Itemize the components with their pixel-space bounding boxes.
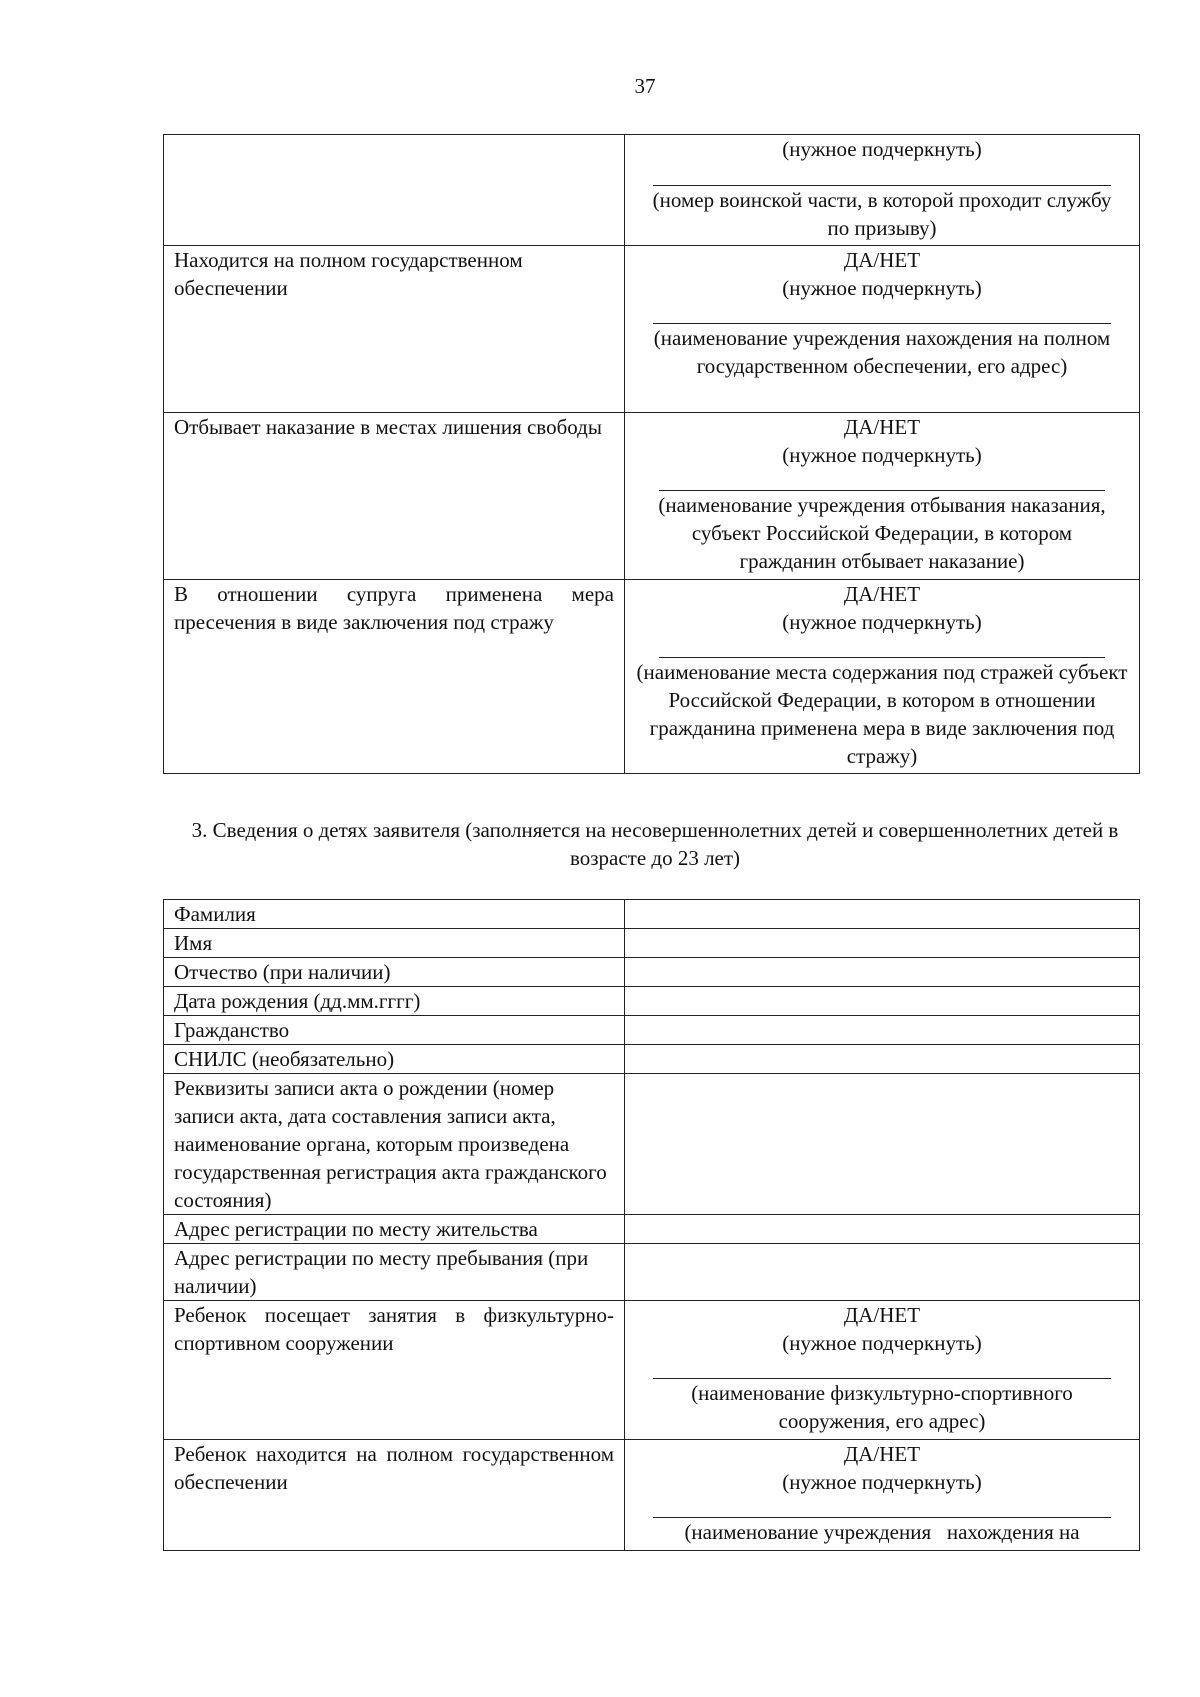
underline-hint: (нужное подчеркнуть) xyxy=(782,137,982,161)
imprisonment-cell xyxy=(625,413,1140,580)
table-row xyxy=(164,1440,1140,1551)
patronymic-value-cell[interactable] xyxy=(625,958,1140,987)
table-row xyxy=(164,987,1140,1016)
name-value-cell[interactable] xyxy=(625,929,1140,958)
surname-value-cell[interactable] xyxy=(625,900,1140,929)
birth-record-value-cell[interactable] xyxy=(625,1074,1140,1215)
military-unit-caption: (номер воинской части, в которой проходит службу по призыву) xyxy=(652,188,1112,240)
row-label-text: В отношении супруга применена мера пресечения в виде заключения под стражу xyxy=(174,582,614,634)
field-label: Имя xyxy=(164,929,625,958)
field-label: Реквизиты записи акта о рождении (номер записи акта, дата составления записи акта, наименование органа, которым произведена государственная регистрация акта гражданского состояния) xyxy=(164,1074,625,1215)
table-row xyxy=(164,135,1140,246)
birth-date-value-cell[interactable] xyxy=(625,987,1140,1016)
custody-place-caption: (наименование места содержания под стражей субъект Российской Федерации, в котором в отношении гражданина применена мера в виде заключения под стражу) xyxy=(636,660,1128,768)
table-row xyxy=(164,900,1140,929)
sports-cell xyxy=(625,1301,1140,1440)
institution-caption: (наименование учреждения нахождения на xyxy=(684,1520,1080,1544)
page-number: 37 xyxy=(634,74,656,98)
table-row xyxy=(164,958,1140,987)
underline-hint: (нужное подчеркнуть) xyxy=(782,1470,982,1494)
table-row xyxy=(164,1045,1140,1074)
table-row xyxy=(164,1016,1140,1045)
stay-address-value-cell[interactable] xyxy=(625,1244,1140,1301)
snils-value-cell[interactable] xyxy=(625,1045,1140,1074)
row-label-text: Находится на полном государственном обеспечении xyxy=(174,248,523,300)
table-row xyxy=(164,1301,1140,1440)
children-info-table xyxy=(163,899,1140,1551)
yes-no-option[interactable]: ДА/НЕТ xyxy=(843,248,921,272)
military-service-cell xyxy=(625,135,1140,246)
table-row xyxy=(164,413,1140,580)
row-label-text: Ребенок находится на полном государственном обеспечении xyxy=(174,1442,614,1494)
sports-facility-caption: (наименование физкультурно-спортивного сооружения, его адрес) xyxy=(691,1381,1073,1433)
table-row xyxy=(164,1074,1140,1215)
residence-address-value-cell[interactable] xyxy=(625,1215,1140,1244)
yes-no-option[interactable]: ДА/НЕТ xyxy=(843,415,921,439)
sports-label xyxy=(164,1301,625,1440)
custody-cell xyxy=(625,580,1140,774)
table-row xyxy=(164,580,1140,774)
penitentiary-caption: (наименование учреждения отбывания наказания, субъект Российской Федерации, в котором гражданин отбывает наказание) xyxy=(658,493,1106,573)
field-label: Отчество (при наличии) xyxy=(164,958,625,987)
empty-label-cell xyxy=(164,135,625,246)
child-state-support-cell xyxy=(625,1440,1140,1551)
table-row xyxy=(164,929,1140,958)
underline-hint: (нужное подчеркнуть) xyxy=(782,1331,982,1355)
field-label: Адрес регистрации по месту жительства xyxy=(164,1215,625,1244)
row-label-text: Отбывает наказание в местах лишения свободы xyxy=(174,415,602,439)
spouse-status-table xyxy=(163,134,1140,774)
field-label: СНИЛС (необязательно) xyxy=(164,1045,625,1074)
yes-no-option[interactable]: ДА/НЕТ xyxy=(843,1442,921,1466)
underline-hint: (нужное подчеркнуть) xyxy=(782,276,982,300)
table-row xyxy=(164,1215,1140,1244)
field-label: Адрес регистрации по месту пребывания (при наличии) xyxy=(164,1244,625,1301)
section-3-heading: 3. Сведения о детях заявителя (заполняется на несовершеннолетних детей и совершеннолетних детей в возрасте до 23 лет) xyxy=(191,818,1119,870)
citizenship-value-cell[interactable] xyxy=(625,1016,1140,1045)
underline-hint: (нужное подчеркнуть) xyxy=(782,610,982,634)
row-label-text: Ребенок посещает занятия в физкультурно-спортивном сооружении xyxy=(174,1303,614,1355)
table-row xyxy=(164,1244,1140,1301)
table-row xyxy=(164,246,1140,413)
institution-caption: (наименование учреждения нахождения на полном государственном обеспечении, его адрес) xyxy=(653,326,1111,378)
field-label: Гражданство xyxy=(164,1016,625,1045)
yes-no-option[interactable]: ДА/НЕТ xyxy=(843,1303,921,1327)
underline-hint: (нужное подчеркнуть) xyxy=(782,443,982,467)
custody-label xyxy=(164,580,625,774)
child-state-support-label xyxy=(164,1440,625,1551)
state-support-cell xyxy=(625,246,1140,413)
imprisonment-label xyxy=(164,413,625,580)
field-label: Дата рождения (дд.мм.гггг) xyxy=(164,987,625,1016)
yes-no-option[interactable]: ДА/НЕТ xyxy=(843,582,921,606)
field-label: Фамилия xyxy=(164,900,625,929)
state-support-label xyxy=(164,246,625,413)
